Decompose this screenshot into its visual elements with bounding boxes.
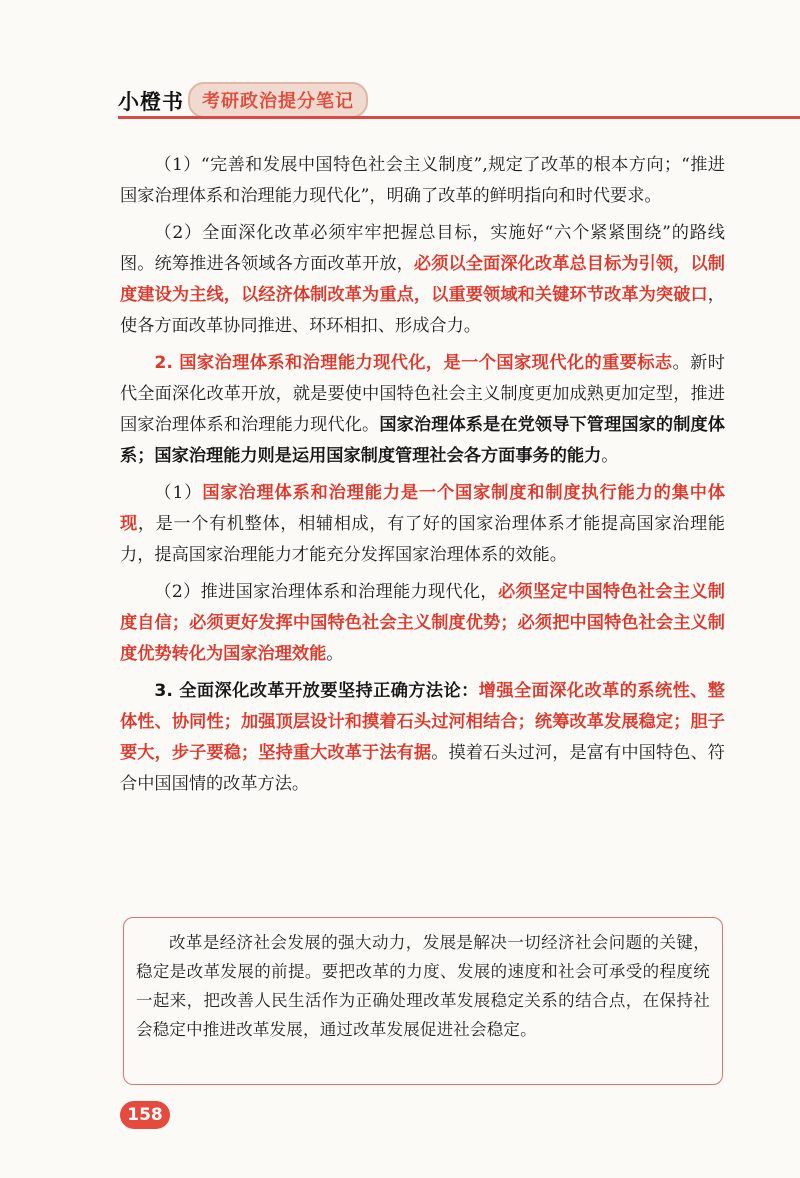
paragraph-6-highlight: 增强全面深化改革的系统性、整体性、协同性；加强顶层设计和摸着石头过河相结合；统筹改革发展稳定；胆子要大，步子要稳；坚持重大改革于法有据 <box>120 681 725 763</box>
note-box <box>123 917 723 1085</box>
paragraph-3 <box>120 348 725 472</box>
paragraph-6 <box>120 676 725 800</box>
paragraph-5-tail: 。 <box>326 644 344 664</box>
paragraph-3-bold: 国家治理体系是在党领导下管理国家的制度体系；国家治理能力则是运用国家制度管理社会各方面事务的能力 <box>120 415 725 466</box>
main-content <box>120 150 725 806</box>
paragraph-6-tail: 。摸着石头过河，是富有中国特色、符合中国国情的改革方法。 <box>120 743 725 794</box>
note-text: 改革是经济社会发展的强大动力，发展是解决一切经济社会问题的关键，稳定是改革发展的前提。要把改革的力度、发展的速度和社会可承受的程度统一起来，把改善人民生活作为正确处理改革发展稳定关系的结合点，在保持社会稳定中推进改革发展，通过改革发展促进社会稳定。 <box>136 933 710 1039</box>
paragraph-3-highlight: 国家治理体系和治理能力现代化，是一个国家现代化的重要标志 <box>179 353 673 373</box>
paragraph-4-highlight: 国家治理体系和治理能力是一个国家制度和制度执行能力的集中体现 <box>120 483 725 534</box>
paragraph-4-tail: ，是一个有机整体，相辅相成，有了好的国家治理体系才能提高国家治理能力，提高国家治理能力才能充分发挥国家治理体系的效能。 <box>120 514 725 565</box>
paragraph-6-heading: 3. 全面深化改革开放要坚持正确方法论： <box>154 681 479 701</box>
paragraph-4-lead: （1） <box>154 483 203 503</box>
paragraph-3-number: 2. <box>154 353 180 373</box>
paragraph-2 <box>120 218 725 342</box>
paragraph-1 <box>120 150 725 212</box>
paragraph-2-tail: ，使各方面改革协同推进、环环相扣、形成合力。 <box>120 285 725 336</box>
paragraph-1-text: （1）“完善和发展中国特色社会主义制度”,规定了改革的根本方向；“推进国家治理体系和治理能力现代化”，明确了改革的鲜明指向和时代要求。 <box>120 155 725 206</box>
paragraph-2-highlight: 必须以全面深化改革总目标为引领，以制度建设为主线，以经济体制改革为重点，以重要领域和关键环节改革为突破口 <box>120 254 725 305</box>
paragraph-3-tail: 。 <box>601 446 619 466</box>
paragraph-5-lead: （2）推进国家治理体系和治理能力现代化， <box>154 582 498 602</box>
header-rule <box>118 116 800 119</box>
brand-title: 小橙书 <box>118 90 184 114</box>
paragraph-2-lead: （2）全面深化改革必须牢牢把握总目标，实施好“六个紧紧围绕”的路线图。统筹推进各领域各方面改革开放， <box>120 223 725 274</box>
paragraph-5-highlight: 必须坚定中国特色社会主义制度自信；必须更好发挥中国特色社会主义制度优势；必须把中国特色社会主义制度优势转化为国家治理效能 <box>120 582 725 664</box>
paragraph-4 <box>120 478 725 571</box>
paragraph-5 <box>120 577 725 670</box>
page-number-badge: 158 <box>120 1101 170 1129</box>
paragraph-3-body: 。新时代全面深化改革开放，就是要使中国特色社会主义制度更加成熟更加定型，推进国家治理体系和治理能力现代化。 <box>120 353 725 435</box>
page-header <box>118 80 800 120</box>
book-subtitle-badge: 考研政治提分笔记 <box>188 82 368 118</box>
